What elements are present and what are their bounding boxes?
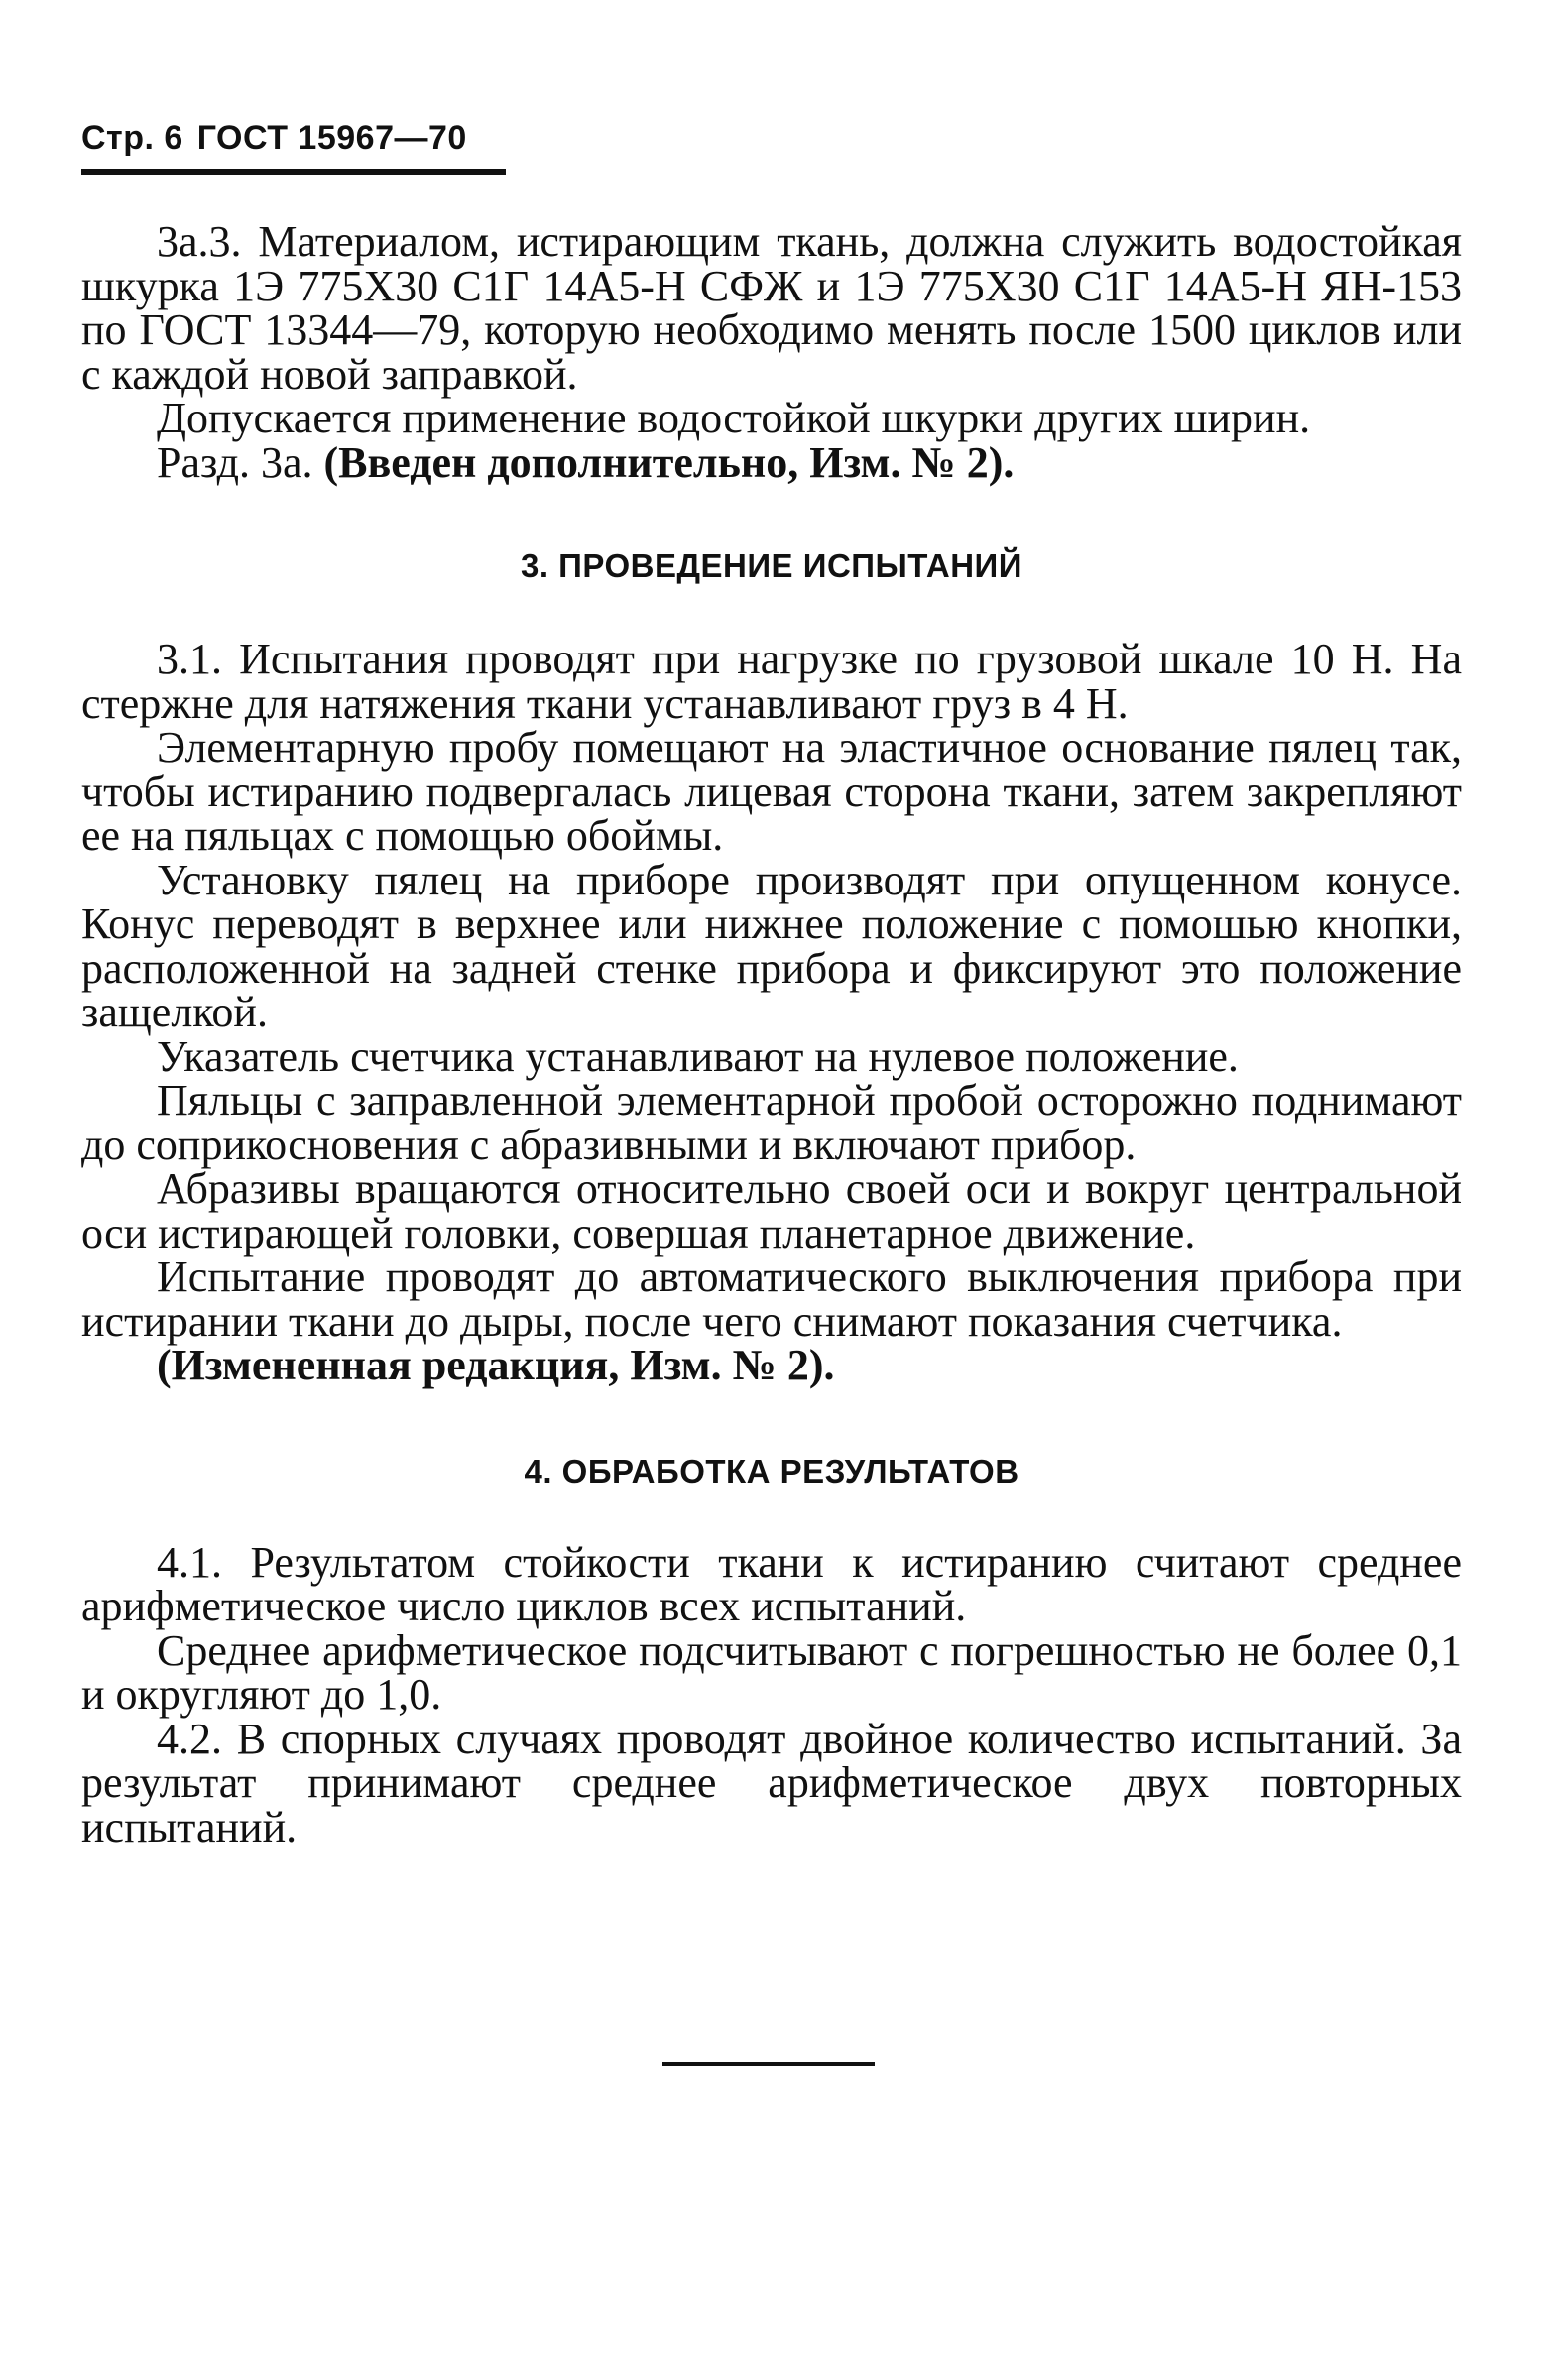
paragraph-test-end: Испытание проводят до автоматического выключения прибора при истирании ткани до дыры, после чего снимают показания счетчика.: [81, 1252, 1462, 1346]
paragraph-3-1: 3.1. Испытания проводят при нагрузке по грузовой шкале 10 Н. На стержне для натяжения ткани устанавливают груз в 4 Н.: [81, 635, 1462, 728]
document-body: [81, 217, 1462, 1851]
amendment-note-3: (Измененная редакция, Изм. № 2).: [157, 1341, 835, 1389]
end-rule: [662, 2062, 875, 2066]
paragraph-abrasives: Абразивы вращаются относительно своей оси и вокруг центральной оси истирающей головки, совершая планетарное движение.: [81, 1164, 1462, 1257]
paragraph-4-2: 4.2. В спорных случаях проводят двойное количество испытаний. За результат принимают среднее арифметическое двух повторных испытаний.: [81, 1714, 1462, 1851]
section-4-heading: 4. ОБРАБОТКА РЕЗУЛЬТАТОВ: [524, 1452, 1019, 1489]
paragraph-hoop-install: Установку пялец на приборе производят при опущенном конусе. Конус переводят в верхнее или нижнее положение с помошью кнопки, расположенной на задней стенке прибора и фиксируют это положение защелкой.: [81, 855, 1462, 1036]
paragraph-counter: Указатель счетчика устанавливают на нулевое положение.: [157, 1031, 1239, 1081]
paragraph-hoop-raise: Пяльцы с заправленной элементарной пробой осторожно поднимают до соприкосновения с абразивными и включают прибор.: [81, 1076, 1462, 1169]
page-number: Стр. 6: [81, 119, 183, 157]
header-rule: [81, 169, 506, 175]
paragraph-4-1: 4.1. Результатом стойкости ткани к истиранию считают среднее арифметическое число циклов всех испытаний.: [81, 1537, 1462, 1630]
page-header: [81, 119, 467, 158]
paragraph-3a-allowed: Допускается применение водостойкой шкурки других ширин.: [157, 394, 1311, 442]
amendment-note-3a: [81, 437, 1462, 487]
amendment-note-prefix: Разд. 3а.: [157, 437, 313, 487]
paragraph-mean-precision: Среднее арифметическое подсчитывают с погрешностью не более 0,1 и округляют до 1,0.: [81, 1625, 1462, 1719]
paragraph-sample-placement: Элементарную пробу помещают на эластичное основание пялец так, чтобы истиранию подвергалась лицевая сторона ткани, затем закрепляют ее на пяльцах с помощью обоймы.: [81, 723, 1462, 860]
standard-number: ГОСТ 15967—70: [196, 119, 467, 157]
section-3-heading: 3. ПРОВЕДЕНИЕ ИСПЫТАНИЙ: [520, 547, 1022, 584]
paragraph-3a-3: 3а.3. Материалом, истирающим ткань, должна служить водостойкая шкурка 1Э 775Х30 С1Г 14А5-Н СФЖ и 1Э 775Х30 С1Г 14А5-Н ЯН-153 по ГОСТ 13344—79, которую необходимо менять после 1500 циклов или с каждой новой заправкой.: [81, 217, 1462, 399]
amendment-note-text: (Введен дополнительно, Изм. № 2).: [323, 437, 1015, 487]
